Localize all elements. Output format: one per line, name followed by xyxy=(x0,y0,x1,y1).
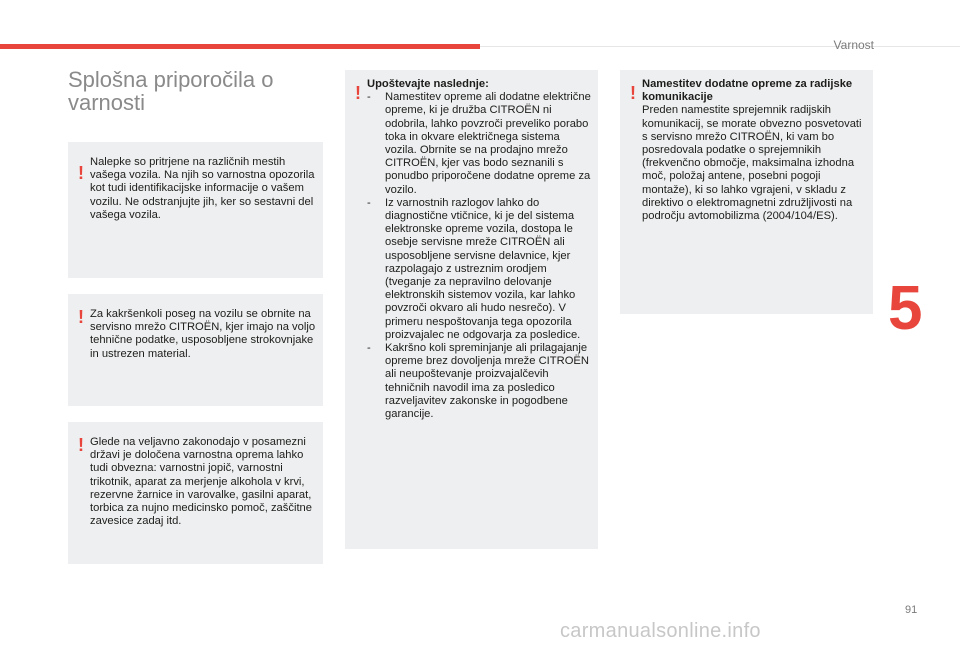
list-dash: - xyxy=(367,91,371,104)
list-item-text: Namestitev opreme ali dodatne električne opreme, ki je družba CITROËN ni odobrila, lahko povzroči preveliko porabo toka in okvare električnega sistema vozila. Obrnite se na prodajno mrežo CITROËN, kjer vas bodo seznanili s ponudbo priporočene dodatne opreme za vozilo. xyxy=(385,91,591,196)
warning-icon: ! xyxy=(78,307,84,327)
chapter-number: 5 xyxy=(888,274,923,343)
list-item xyxy=(367,342,593,421)
list-item xyxy=(367,197,593,342)
warning-text: Nalepke so pritrjene na različnih mestih vašega vozila. Na njih so varnostna opozorila kot tudi identifikacijske informacije o vašem vozilu. Ne odstranjujte jih, ker so sestavni del vašega vozila. xyxy=(90,156,315,221)
header-accent-bar xyxy=(0,44,480,49)
list-item xyxy=(367,91,593,197)
page-title: Splošna priporočila o varnosti xyxy=(68,67,274,115)
warning-box-labels xyxy=(68,142,323,278)
section-header: Varnost xyxy=(833,38,874,52)
warning-icon: ! xyxy=(78,435,84,455)
header-divider xyxy=(480,46,960,47)
list-dash: - xyxy=(367,342,371,355)
warning-heading: Upoštevajte naslednje: xyxy=(367,78,489,90)
warning-box-mandatory-equipment xyxy=(68,422,323,564)
warning-box-service xyxy=(68,294,323,406)
warning-box-radio-equipment xyxy=(620,70,873,314)
list-item-text: Kakršno koli spreminjanje ali prilagajanje opreme brez dovoljenja mreže CITROËN ali neupoštevanje proizvajalčevih tehničnih navodil ima za posledico razveljavitev zakonske in pogodbene garancije. xyxy=(385,342,589,421)
page-number: 91 xyxy=(905,604,918,616)
warning-text: Za kakršenkoli poseg na vozilu se obrnite na servisno mrežo CITROËN, kjer imajo na voljo tehnične podatke, usposobljene strokovnjake in ustrezen material. xyxy=(90,308,316,360)
warning-icon: ! xyxy=(78,163,84,183)
warning-icon: ! xyxy=(355,83,361,103)
warning-heading: Namestitev dodatne opreme za radijske komunikacije xyxy=(642,78,853,104)
warning-icon: ! xyxy=(630,83,636,103)
list-dash: - xyxy=(367,196,371,209)
warning-box-notes xyxy=(345,70,598,549)
list-item-text: Iz varnostnih razlogov lahko do diagnostične vtičnice, ki je del sistema elektronske opreme vozila, dostopa le osebje servisne mreže CITROËN ali usposobljene servisne delavnice, kjer razpolagajo z ustreznim orodjem (tveganje za nepravilno delovanje elektronskih sistemov vozila, kar lahko povzroči okvaro ali hudo nesrečo). V primeru nespoštovanja tega opozorila proizvajalec ne odgovarja za posledice. xyxy=(385,196,581,341)
watermark: carmanualsonline.info xyxy=(560,620,761,642)
warning-text: Glede na veljavno zakonodajo v posamezni državi je določena varnostna oprema lahko tudi obvezna: varnostni jopič, varnostni trikotnik, aparat za merjenje alkohola v krvi, rezervne žarnice in varovalke, gasilni aparat, torbica za nujno medicinsko pomoč, zaščitne zavesice zadaj itd. xyxy=(90,436,312,528)
warning-text: Preden namestite sprejemnik radijskih komunikacij, se morate obvezno posvetovati s servisno mrežo CITROËN, ki vam bo posredovala podatke o sprejemnikih (frekvenčno območje, maksimalna izhodna moč, položaj antene, posebni pogoji montaže), ki so lahko vgrajeni, v skladu z direktivo o elektromagnetni združljivosti na področju avtomobilizma (2004/104/ES). xyxy=(642,104,862,223)
